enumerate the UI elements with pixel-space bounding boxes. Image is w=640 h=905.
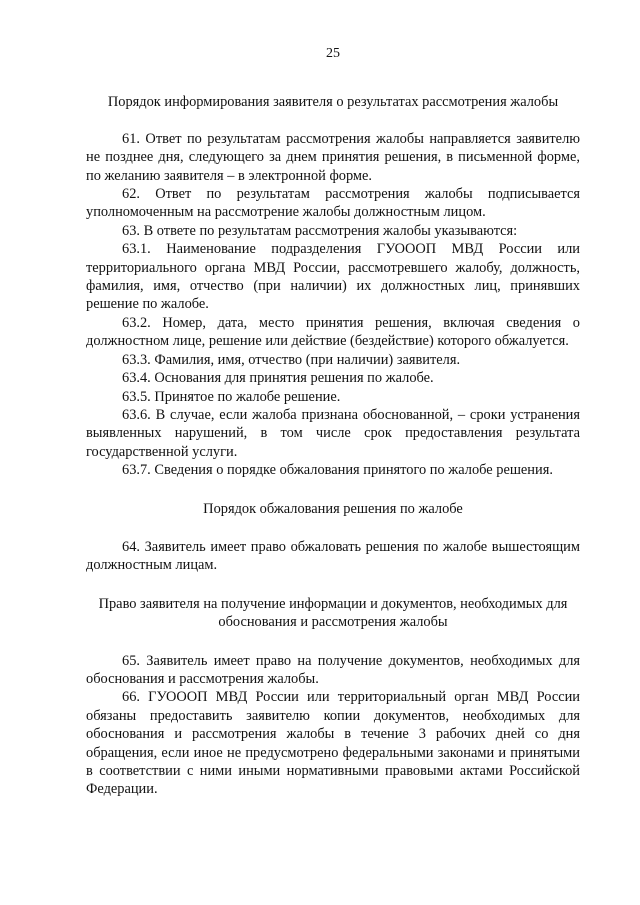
paragraph-62: 62. Ответ по результатам рассмотрения жалобы подписывается уполномоченным на рассмотрение жалобы должностным лицом. <box>86 186 580 221</box>
section-heading-appeal: Порядок обжалования решения по жалобе <box>203 500 463 517</box>
paragraph-63-5: 63.5. Принятое по жалобе решение. <box>122 388 341 405</box>
paragraph-63-4: 63.4. Основания для принятия решения по жалобе. <box>122 370 434 387</box>
paragraph-65: 65. Заявитель имеет право на получение документов, необходимых для обоснования и рассмотрения жалобы. <box>86 652 580 687</box>
paragraph-61: 61. Ответ по результатам рассмотрения жалобы направляется заявителю не позднее дня, следующего за днем принятия решения, в письменной форме, по желанию заявителя – в электронной форме. <box>86 130 580 184</box>
paragraph-63-7: 63.7. Сведения о порядке обжалования принятого по жалобе решения. <box>122 462 553 479</box>
paragraph-63-3: 63.3. Фамилия, имя, отчество (при наличии) заявителя. <box>122 351 461 368</box>
section-heading-rights: Право заявителя на получение информации и документов, необходимых для обоснования и рассмотрения жалобы <box>98 595 568 631</box>
paragraph-63-6: 63.6. В случае, если жалоба признана обоснованной, – сроки устранения выявленных нарушений, в том числе срок предоставления результата государственной услуги. <box>86 406 580 460</box>
section-heading-informing: Порядок информирования заявителя о результатах рассмотрения жалобы <box>107 94 559 111</box>
paragraph-63: 63. В ответе по результатам рассмотрения жалобы указываются: <box>122 222 518 239</box>
paragraph-66: 66. ГУОООП МВД России или территориальный орган МВД России обязаны предоставить заявителю копии документов, необходимых для обоснования и рассмотрения жалобы в течение 3 рабочих дней со дня обращения, если иное не предусмотрено федеральными законами и принятыми в соответствии с ними иными нормативными правовыми актами Российской Федерации. <box>86 689 580 798</box>
paragraph-63-1: 63.1. Наименование подразделения ГУОООП МВД России или территориального органа МВД России, рассмотревшего жалобу, должность, фамилия, имя, отчество (при наличии) их должностных лиц, принявших решение по жалобе. <box>86 241 580 313</box>
paragraph-64: 64. Заявитель имеет право обжаловать решения по жалобе вышестоящим должностным лицам. <box>86 538 580 574</box>
page-number: 25 <box>326 46 340 61</box>
paragraph-63-2: 63.2. Номер, дата, место принятия решения, включая сведения о должностном лице, решение или действие (бездействие) которого обжалуется. <box>86 314 580 350</box>
